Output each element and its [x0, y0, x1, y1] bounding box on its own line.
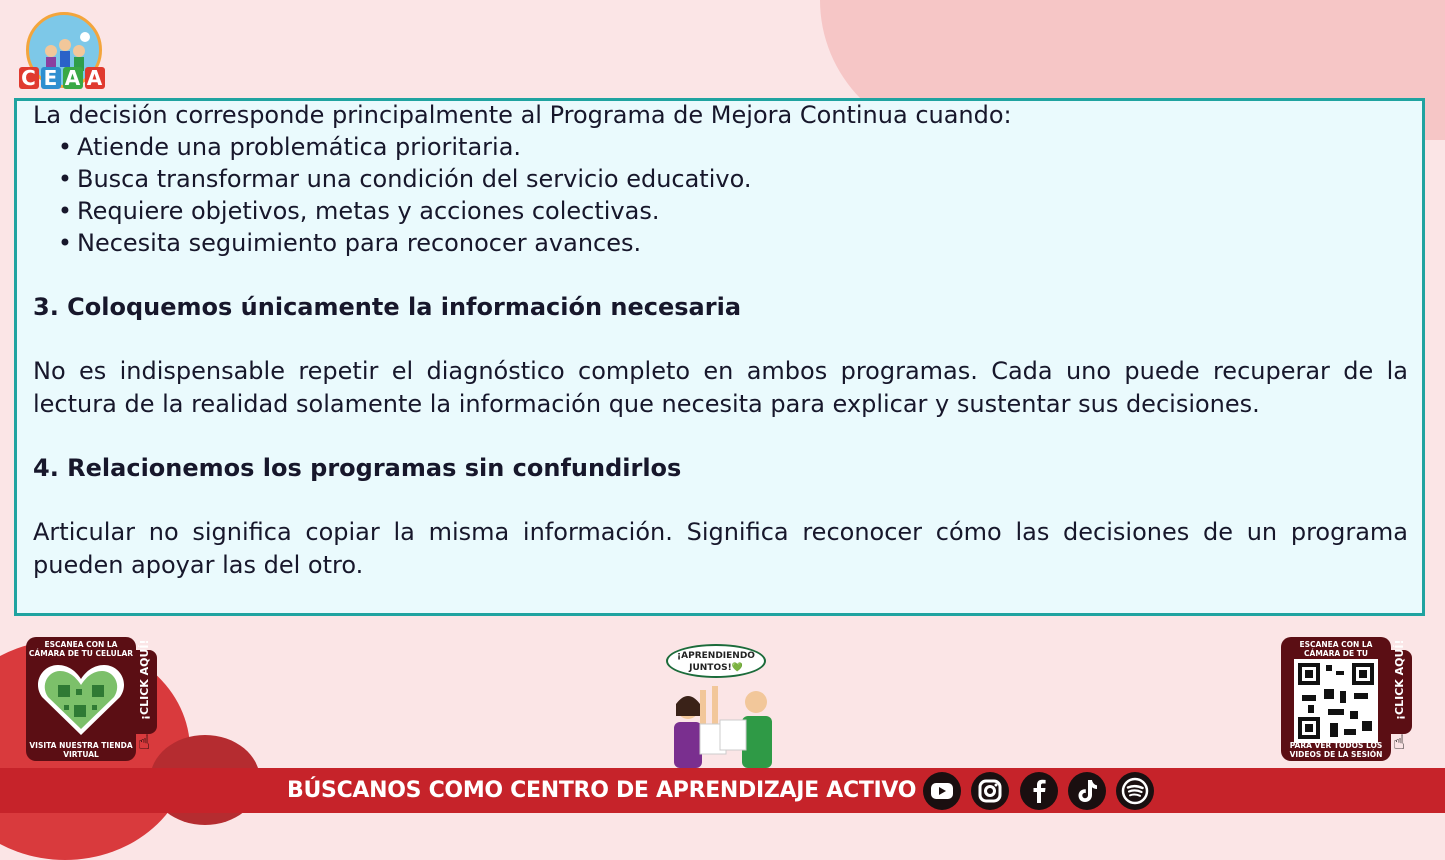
- spacer: [33, 323, 1408, 355]
- logo-wordmark: [18, 66, 106, 90]
- bullet-item: [33, 195, 1408, 227]
- pointer-hand-icon: ☝: [1393, 730, 1406, 754]
- qr-top-caption: ESCANEA CON LA CÁMARA DE TU: [1299, 640, 1373, 658]
- mascots-illustration: [660, 640, 790, 768]
- bullet-item: [33, 131, 1408, 163]
- logo-letter: E: [41, 67, 61, 89]
- qr-code-icon: [1294, 659, 1378, 743]
- bullet-item: [33, 163, 1408, 195]
- section-heading: 3. Coloquemos únicamente la información necesaria: [33, 293, 742, 321]
- section-paragraph: Articular no significa copiar la misma información. Significa reconocer cómo las decisiones de un programa pueden apoyar las del otro.: [33, 518, 1408, 579]
- spacer: [33, 420, 1408, 452]
- youtube-icon[interactable]: [923, 772, 961, 810]
- click-here-label: ¡CLICK AQUÍ!: [1393, 639, 1406, 720]
- bullet-dot-icon: •: [57, 229, 73, 257]
- bullet-dot-icon: •: [57, 165, 73, 193]
- section-paragraph: No es indispensable repetir el diagnóstico completo en ambos programas. Cada uno puede recuperar de la lectura de la realidad solamente la información que necesita para explicar y sustentar sus decisiones.: [33, 357, 1408, 418]
- qr-top-caption: ESCANEA CON LA CÁMARA DE TU CELULAR: [28, 640, 134, 658]
- click-here-label: ¡CLICK AQUÍ!: [138, 639, 151, 720]
- qr-bottom-caption: PARA VER TODOS LOS VIDEOS DE LA SESIÓN: [1289, 741, 1383, 759]
- qr-bottom-caption: VISITA NUESTRA TIENDA VIRTUAL: [29, 741, 133, 759]
- logo-letter: A: [86, 66, 104, 90]
- tiktok-icon[interactable]: [1068, 772, 1106, 810]
- bullet-item: [33, 227, 1408, 259]
- intro-text: La decisión corresponde principalmente al Programa de Mejora Continua cuando:: [33, 101, 1012, 129]
- footer-text: BÚSCANOS COMO CENTRO DE APRENDIZAJE ACTIVO: [287, 778, 917, 803]
- bullet-text: Busca transformar una condición del servicio educativo.: [77, 165, 752, 193]
- bullet-text: Necesita seguimiento para reconocer avances.: [77, 229, 642, 257]
- heart-qr-code-icon: [36, 661, 126, 737]
- facebook-icon[interactable]: [1020, 772, 1058, 810]
- section-heading: 4. Relacionemos los programas sin confundirlos: [33, 454, 682, 482]
- content-panel: [14, 98, 1425, 616]
- instagram-icon[interactable]: [971, 772, 1009, 810]
- logo-letter: A: [64, 66, 82, 90]
- ceaa-logo: [18, 12, 106, 92]
- teachers-high-five-icon: [660, 680, 790, 770]
- click-here-tab[interactable]: [135, 639, 157, 734]
- logo-letter: C: [19, 67, 39, 89]
- pointer-hand-icon: ☝: [138, 730, 151, 754]
- bullet-text: Requiere objetivos, metas y acciones colectivas.: [77, 197, 660, 225]
- spacer: [33, 484, 1408, 516]
- spacer: [33, 259, 1408, 291]
- click-here-tab[interactable]: [1390, 639, 1412, 734]
- bullet-text: Atiende una problemática prioritaria.: [77, 133, 522, 161]
- spotify-icon[interactable]: [1116, 772, 1154, 810]
- store-qr-card[interactable]: [26, 637, 136, 761]
- bullet-dot-icon: •: [57, 133, 73, 161]
- videos-qr-card[interactable]: [1281, 637, 1391, 761]
- speech-bubble: ¡APRENDIENDO JUNTOS!💚: [666, 644, 766, 678]
- bullet-dot-icon: •: [57, 197, 73, 225]
